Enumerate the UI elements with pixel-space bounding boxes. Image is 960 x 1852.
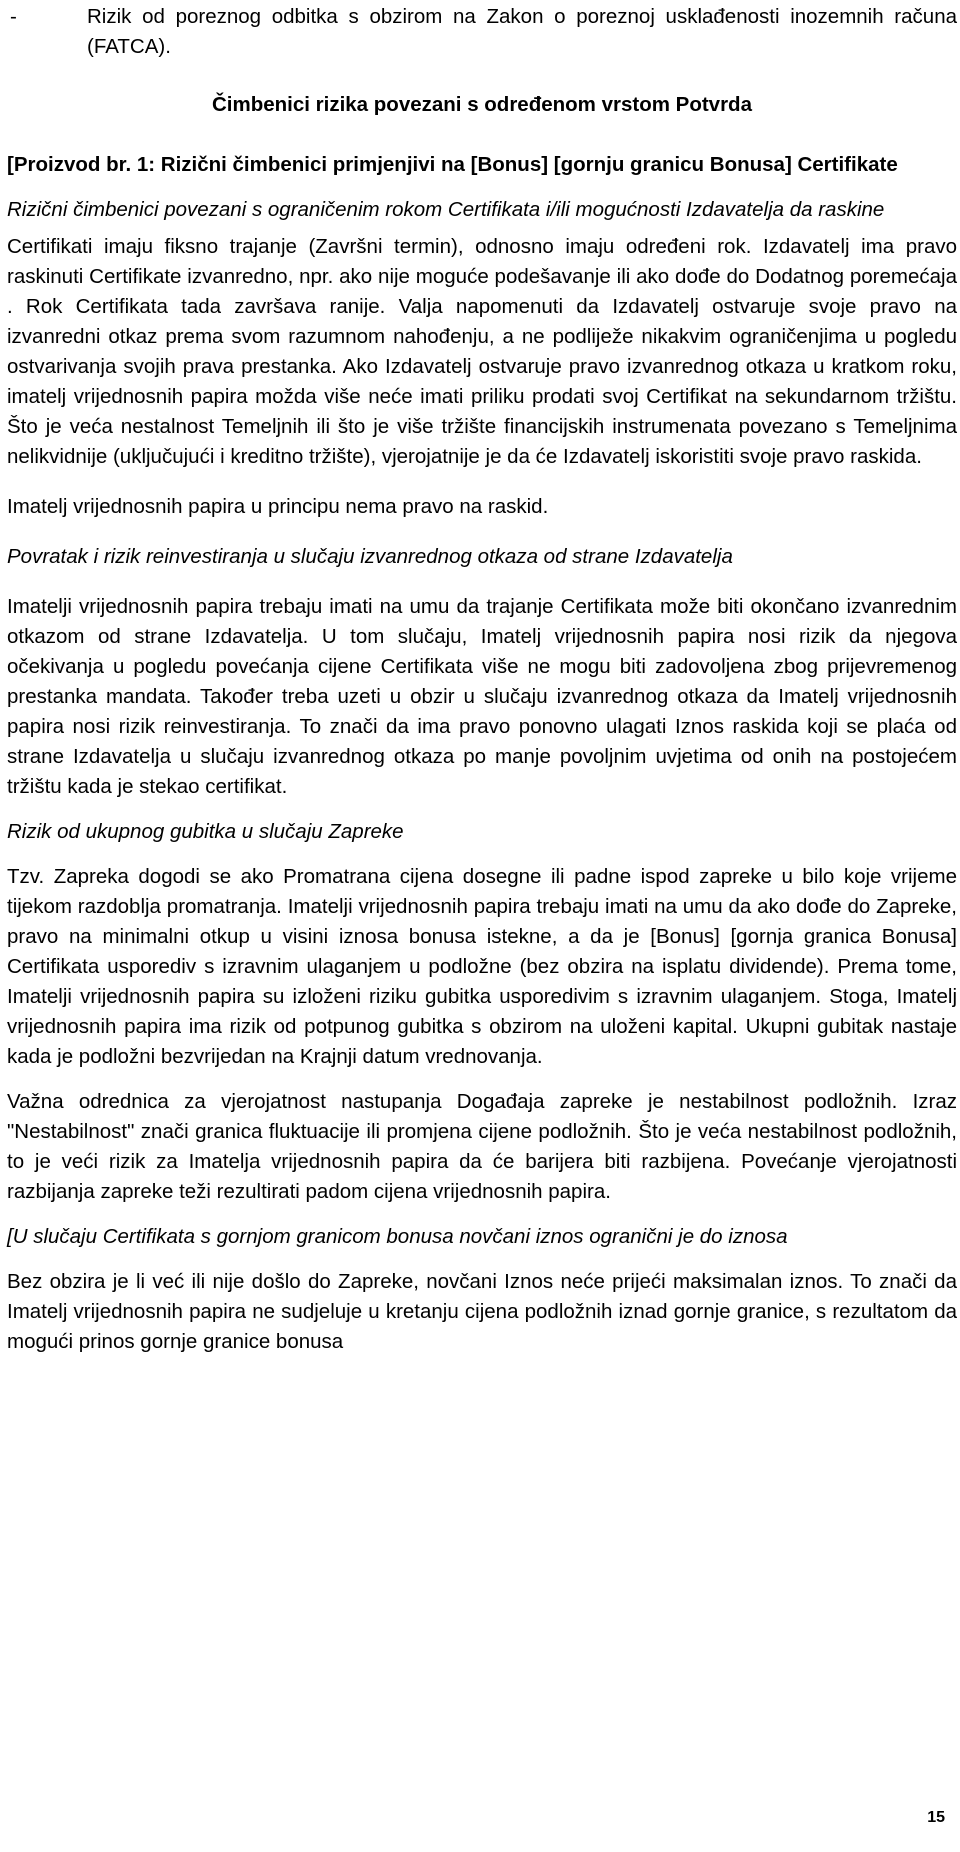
- section4-title: [U slučaju Certifikata s gornjom granicom bonusa novčani iznos ogranični je do iznosa: [7, 1225, 788, 1248]
- section3-title: Rizik od ukupnog gubitka u slučaju Zapreke: [7, 820, 404, 843]
- fatca-bullet: [7, 2, 957, 62]
- bullet-text: Rizik od poreznog odbitka s obzirom na Zakon o poreznoj usklađenosti inozemnih računa (FATCA).: [87, 5, 957, 58]
- section3-paragraph1: Tzv. Zapreka dogodi se ako Promatrana cijena dosegne ili padne ispod zapreke u bilo koje vrijeme tijekom razdoblja promatranja. Imatelji vrijednosnih papira trebaju imati na umu da ako dođe do Zapreke, pravo na minimalni otkup u visini iznosa bonusa istekne, a da je [Bonus] [gornja granica Bonusa] Certifikata usporediv s izravnim ulaganjem u podložne (bez obzira na isplatu dividende). Prema tome, Imatelji vrijednosnih papira su izloženi riziku gubitka usporedivim s izravnim ulaganjem. Stoga, Imatelj vrijednosnih papira ima rizik od potpunog gubitka s obzirom na uloženi kapital. Ukupni gubitak nastaje kada je podložni bezvrijedan na Krajnji datum vrednovanja.: [7, 865, 957, 1068]
- section-heading: Čimbenici rizika povezani s određenom vrstom Potvrda: [212, 93, 752, 116]
- section1-paragraph1: Certifikati imaju fiksno trajanje (Završni termin), odnosno imaju određeni rok. Izdavatelj ima pravo raskinuti Certifikate izvanredno, npr. ako nije moguće podešavanje ili ako dođe do Dodatnog poremećaja . Rok Certifikata tada završava ranije. Valja napomenuti da Izdavatelj ostvaruje svoje pravo na izvanredni otkaz prema svom razumnom nahođenju, a ne podliježe nikakvim ograničenjima u pogledu ostvarivanja svojih prava prestanka. Ako Izdavatelj ostvaruje pravo izvanrednog otkaza u kratkom roku, imatelj vrijednosnih papira možda više neće imati priliku prodati svoj Certifikat na sekundarnom tržištu. Što je veća nestalnost Temeljnih ili što je više tržište financijskih instrumenata povezano s Temeljnima nelikvidnije (uključujući i kreditno tržište), vjerojatnije je da će Izdavatelj iskoristiti svoje pravo raskida.: [7, 235, 957, 468]
- document-page: [7, 0, 957, 1357]
- bullet-dash: -: [10, 5, 17, 28]
- section3-paragraph2: Važna odrednica za vjerojatnost nastupanja Događaja zapreke je nestabilnost podložnih. Izraz "Nestabilnost" znači granica fluktuacije ili promjena cijene podložnih. Što je veća nestabilnost podložnih, to je veći rizik za Imatelja vrijednosnih papira da će barijera biti razbijena. Povećanje vjerojatnosti razbijanja zapreke teži rezultirati padom cijena vrijednosnih papira.: [7, 1090, 957, 1203]
- section4-paragraph1: Bez obzira je li već ili nije došlo do Zapreke, novčani Iznos neće prijeći maksimalan iznos. To znači da Imatelj vrijednosnih papira ne sudjeluje u kretanju cijena podložnih iznad gornje granice, s rezultatom da mogući prinos gornje granice bonusa: [7, 1270, 957, 1353]
- section2-title: Povratak i rizik reinvestiranja u slučaju izvanrednog otkaza od strane Izdavatelja: [7, 545, 733, 568]
- section1-paragraph2: Imatelj vrijednosnih papira u principu nema pravo na raskid.: [7, 495, 549, 518]
- page-number: 15: [927, 1809, 945, 1826]
- product-heading: [Proizvod br. 1: Rizični čimbenici primjenjivi na [Bonus] [gornju granicu Bonusa] Certifikate: [7, 153, 898, 176]
- section2-paragraph1: Imatelji vrijednosnih papira trebaju imati na umu da trajanje Certifikata može biti okončano izvanrednim otkazom od strane Izdavatelja. U tom slučaju, Imatelj vrijednosnih papira nosi rizik da njegova očekivanja u pogledu povećanja cijene Certifikata više ne mogu biti zadovoljena zbog prijevremenog prestanka mandata. Također treba uzeti u obzir u slučaju izvanrednog otkaza da Imatelj vrijednosnih papira nosi rizik reinvestiranja. To znači da ima pravo ponovno ulagati Iznos raskida koji se plaća od strane Izdavatelja u slučaju izvanrednog otkaza po manje povoljnim uvjetima od onih na postojećem tržištu kada je stekao certifikat.: [7, 595, 957, 798]
- section1-title: Rizični čimbenici povezani s ograničenim rokom Certifikata i/ili mogućnosti Izdavatelja da raskine: [7, 198, 885, 221]
